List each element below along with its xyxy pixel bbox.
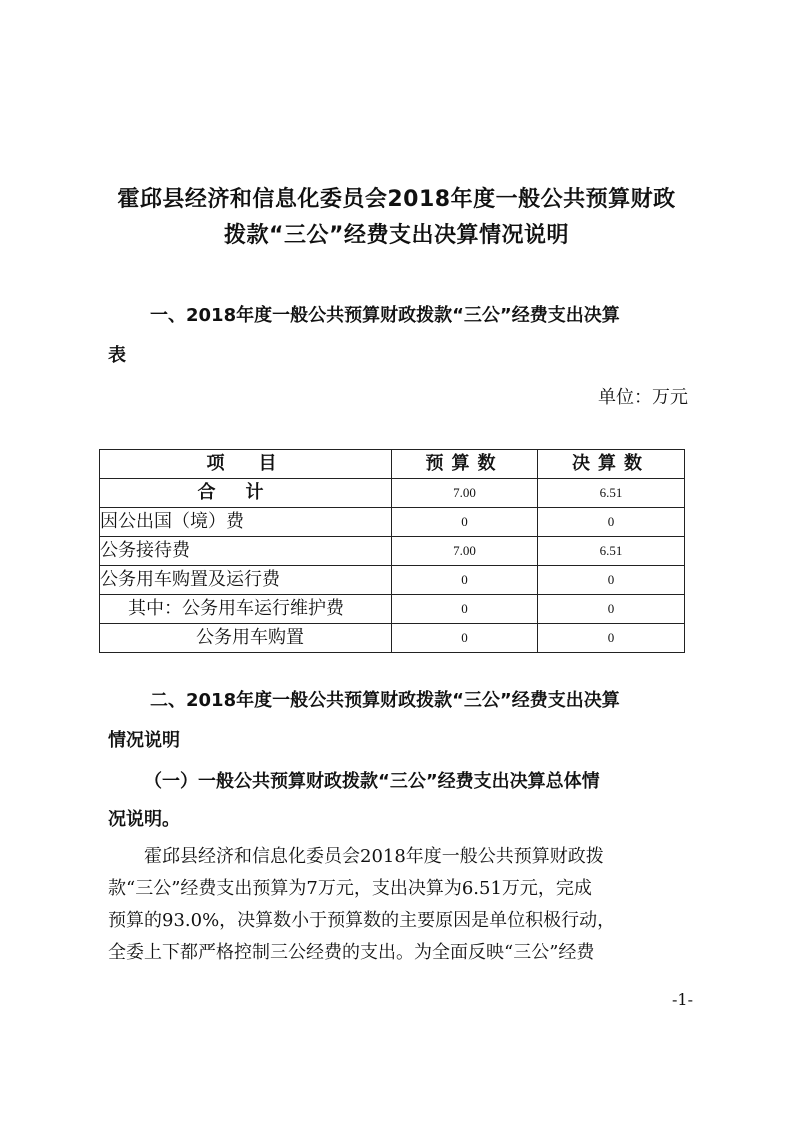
column-header-budget: 预算数 [392, 450, 538, 479]
row-actual: 0 [538, 624, 685, 653]
table-header-row [100, 450, 685, 479]
section-1-line-1: 一、2018年度一般公共预算财政拨款“三公”经费支出决算 [150, 305, 620, 326]
table-row [100, 537, 685, 566]
row-name: 公务用车购置 [100, 624, 392, 653]
section-2-heading [108, 681, 690, 761]
row-name: 因公出国（境）费 [100, 508, 392, 537]
section-1-heading [108, 296, 690, 376]
unit-label: 单位：万元 [598, 387, 688, 408]
row-budget: 0 [392, 508, 538, 537]
subsection-1-line-1: （一）一般公共预算财政拨款“三公”经费支出决算总体情 [144, 771, 600, 792]
row-budget: 0 [392, 566, 538, 595]
paragraph-line: 预算的93.0%，决算数小于预算数的主要原因是单位积极行动， [108, 910, 616, 931]
paragraph-line: 款“三公”经费支出预算为7万元，支出决算为6.51万元，完成 [108, 878, 592, 899]
title-line-1: 霍邱县经济和信息化委员会2018年度一般公共预算财政 [117, 187, 676, 212]
row-actual: 0 [538, 595, 685, 624]
row-actual: 0 [538, 508, 685, 537]
row-actual: 6.51 [538, 537, 685, 566]
row-budget: 0 [392, 595, 538, 624]
document-title [60, 182, 733, 254]
section-2-line-2: 情况说明 [108, 730, 180, 751]
row-actual: 6.51 [538, 479, 685, 508]
section-1-line-2: 表 [108, 345, 126, 366]
body-paragraph [108, 841, 690, 969]
title-line-2: 拨款“三公”经费支出决算情况说明 [224, 223, 569, 248]
paragraph-line: 霍邱县经济和信息化委员会2018年度一般公共预算财政拨 [144, 846, 604, 867]
row-actual: 0 [538, 566, 685, 595]
row-name: 合计 [100, 479, 392, 508]
subsection-1-heading [108, 763, 690, 839]
table-row [100, 566, 685, 595]
row-budget: 7.00 [392, 479, 538, 508]
table-row [100, 624, 685, 653]
table-row [100, 508, 685, 537]
budget-table [99, 449, 685, 653]
row-name: 其中：公务用车运行维护费 [100, 595, 392, 624]
paragraph-line: 全委上下都严格控制三公经费的支出。为全面反映“三公”经费 [108, 942, 595, 963]
table-row-total [100, 479, 685, 508]
table-row [100, 595, 685, 624]
column-header-actual: 决算数 [538, 450, 685, 479]
row-budget: 7.00 [392, 537, 538, 566]
page-number: -1- [672, 990, 693, 1009]
subsection-1-line-2: 况说明。 [108, 809, 180, 830]
row-budget: 0 [392, 624, 538, 653]
section-2-line-1: 二、2018年度一般公共预算财政拨款“三公”经费支出决算 [150, 690, 620, 711]
column-header-item: 项 目 [100, 450, 392, 479]
row-name: 公务接待费 [100, 537, 392, 566]
row-name: 公务用车购置及运行费 [100, 566, 392, 595]
